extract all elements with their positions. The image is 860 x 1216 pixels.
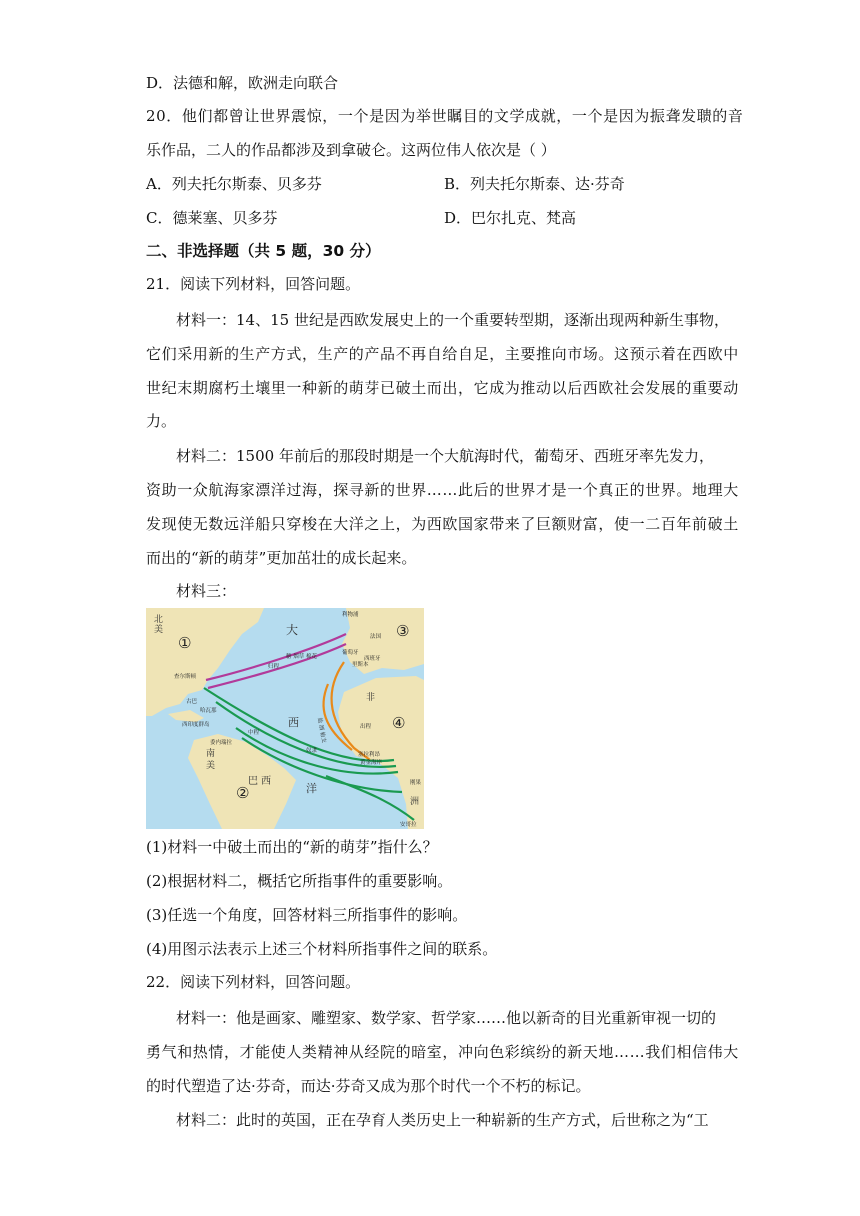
label-lisbon: 里斯本 [352,662,369,668]
label-west-indies: 西印度群岛 [182,722,210,728]
q21-material1-line2: 它们采用新的生产方式，生产的产品不再自给自足，主要推向市场。这预示着在西欧中 [146,345,739,363]
q21-sub-question-3: (3)任选一个角度，回答材料三所指事件的影响。 [146,906,468,924]
map-circle-2: ② [236,784,250,802]
section-heading: 二、非选择题（共 5 题，30 分） [146,242,381,260]
map-circle-1: ① [178,634,192,652]
q21-sub-question-4: (4)用图示法表示上述三个材料所指事件之间的联系。 [146,940,498,958]
label-ocean-1: 大 [286,623,299,637]
label-outbound: 出程 [360,724,372,730]
q21-material3-label: 材料三： [176,582,237,600]
triangular-trade-map [146,608,424,829]
q19-option-d: D．法德和解，欧洲走向联合 [146,74,339,92]
q22-material1-line2: 勇气和热情，才能使人类精神从经院的暗室，冲向色彩缤纷的新天地……我们相信伟大 [146,1043,739,1061]
label-gold-coast: 黄金海岸 [360,760,383,766]
label-middle: 中程 [248,730,260,736]
label-return: 归程 [268,664,280,670]
label-south-america-2: 美 [206,761,216,771]
label-portugal: 葡萄牙 [342,650,359,656]
q21-material2-line2: 资助一众航海家漂洋过海，探寻新的世界……此后的世界才是一个真正的世界。地理大 [146,481,739,499]
map-circle-3: ③ [396,622,410,640]
q21-intro: 21．阅读下列材料，回答问题。 [146,275,361,293]
label-cuba: 古巴 [186,699,198,705]
label-outbound-goods: 盐 酒 枪支 [316,717,327,744]
label-brazil: 巴 西 [248,776,272,787]
q21-sub-question-2: (2)根据材料二，概括它所指事件的重要影响。 [146,872,453,890]
q21-sub-question-1: (1)材料一中破土而出的“新的萌芽”指什么？ [146,838,438,856]
q20-option-a: A．列夫托尔斯泰、贝多芬 [146,175,322,193]
label-slaves: 奴隶 [306,748,318,754]
q21-material2-line3: 发现使无数远洋船只穿梭在大洋之上，为西欧国家带来了巨额财富，使一二百年前破土 [146,515,739,533]
label-north-america-2: 美 [154,625,164,635]
map-circle-4: ④ [392,714,406,732]
label-africa-1: 非 [366,693,376,703]
q20-option-b: B．列夫托尔斯泰、达·芬奇 [444,175,625,193]
q20-option-d: D．巴尔扎克、梵高 [444,209,577,227]
label-charleston: 查尔斯顿 [174,674,197,680]
q22-material2-line1: 材料二：此时的英国，正在孕育人类历史上一种崭新的生产方式，后世称之为“工 [176,1111,709,1129]
label-return-goods: 糖 烟草 棉花 [286,654,317,660]
label-ocean-2: 西 [288,716,299,729]
q20-option-c: C．德莱塞、贝多芬 [146,209,278,227]
label-angola: 安哥拉 [400,822,417,828]
label-africa-2: 洲 [410,797,420,807]
label-venezuela: 委内瑞拉 [210,740,233,746]
label-havana: 哈瓦那 [200,708,217,714]
label-congo: 刚果 [410,780,422,786]
label-ocean-3: 洋 [306,782,317,795]
label-spain: 西班牙 [364,656,381,662]
q22-intro: 22．阅读下列材料，回答问题。 [146,973,361,991]
label-liverpool: 利物浦 [342,612,359,618]
q22-material1-line3: 的时代塑造了达·芬奇，而达·芬奇又成为那个时代一个不朽的标记。 [146,1077,591,1095]
q21-material1-line1: 材料一：14、15 世纪是西欧发展史上的一个重要转型期，逐渐出现两种新生事物， [176,311,729,329]
q20-stem-line1: 20．他们都曾让世界震惊，一个是因为举世瞩目的文学成就，一个是因为振聋发聩的音 [146,107,744,125]
label-north-america-1: 北 [154,615,164,625]
q21-material2-line4: 而出的“新的萌芽”更加茁壮的成长起来。 [146,549,417,567]
q20-stem-line2: 乐作品，二人的作品都涉及到拿破仑。这两位伟人依次是（ ） [146,141,556,159]
label-sierra-leone: 塞拉利昂 [358,752,381,758]
label-south-america-1: 南 [206,749,216,759]
label-france: 法国 [370,634,382,640]
q21-material1-line3: 世纪末期腐朽土壤里一种新的萌芽已破土而出，它成为推动以后西欧社会发展的重要动 [146,379,739,397]
q21-material1-line4: 力。 [146,412,177,430]
q22-material1-line1: 材料一：他是画家、雕塑家、数学家、哲学家……他以新奇的目光重新审视一切的 [176,1009,717,1027]
q21-material2-line1: 材料二：1500 年前后的那段时期是一个大航海时代，葡萄牙、西班牙率先发力， [176,447,714,465]
